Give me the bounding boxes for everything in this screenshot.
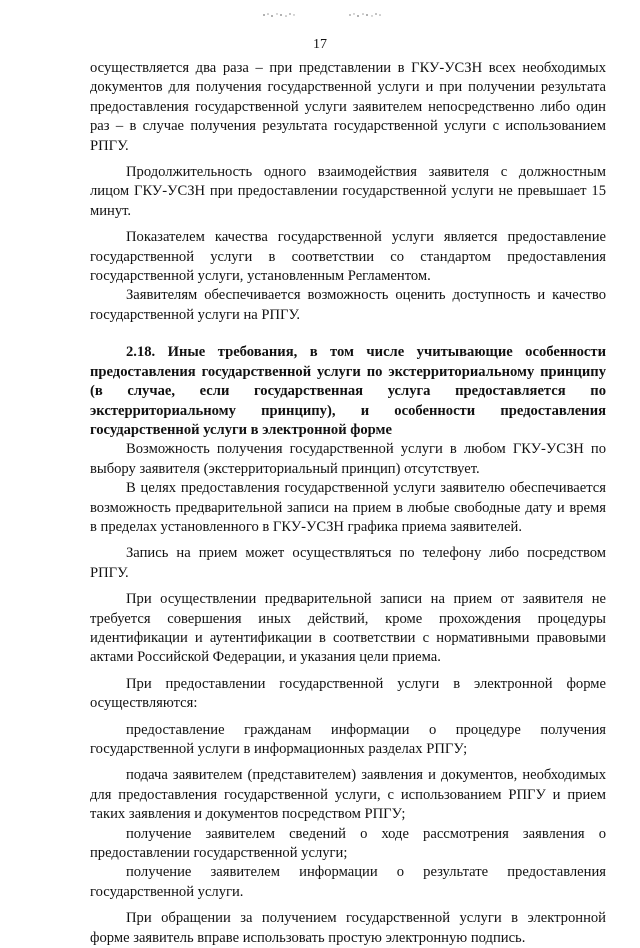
scan-artifact [250, 8, 410, 22]
paragraph: Запись на прием может осуществляться по телефону либо посредством РПГУ. [90, 545, 606, 581]
paragraph: осуществляется два раза – при представлении в ГКУ-УСЗН всех необходимых документов для получения государственной услуги и при получении результата предоставления государственной услуги заявителем непосредственно либо один раз – в случае получения результата государственной услуги с использованием РПГУ. [90, 60, 606, 154]
paragraph: При осуществлении предварительной записи на прием от заявителя не требуется совершения иных действий, кроме прохождения процедуры идентификации и аутентификации в соответствии с нормативными правовыми актами Российской Федерации, и указания цели приема. [90, 591, 606, 666]
list-item: подача заявителем (представителем) заявления и документов, необходимых для предоставления государственной услуги, с использованием РПГУ и прием таких заявления и документов посредством РПГУ; [90, 767, 606, 823]
paragraph: Возможность получения государственной услуги в любом ГКУ-УСЗН по выбору заявителя (экстерриториальный принцип) отсутствует. [90, 441, 606, 477]
list-item: получение заявителем сведений о ходе рассмотрения заявления о предоставлении государственной услуги; [90, 825, 606, 862]
section-heading: 2.18. Иные требования, в том числе учитывающие особенности предоставления государственной услуги по экстерриториальному принципу (в случае, если государственная услуга предоставляется по экстерриториальному принципу), и особенности предоставления государственной услуги в электронной форме [90, 344, 606, 438]
paragraph: При обращении за получением государственной услуги в электронной форме заявитель вправе использовать простую электронную подпись. [90, 910, 606, 946]
document-body [90, 59, 606, 948]
scan-noise-icon [250, 8, 410, 22]
paragraph: В целях предоставления государственной услуги заявителю обеспечивается возможность предварительной записи на прием в любые свободные дату и время в пределах установленного в ГКУ-УСЗН графика приема заявителей. [90, 480, 606, 535]
paragraph: Заявителям обеспечивается возможность оценить доступность и качество государственной услуги на РПГУ. [90, 287, 606, 323]
paragraph: При предоставлении государственной услуги в электронной форме осуществляются: [90, 675, 606, 712]
paragraph: Продолжительность одного взаимодействия заявителя с должностным лицом ГКУ-УСЗН при предоставлении государственной услуги не превышает 15 минут. [90, 164, 606, 219]
list-item: получение заявителем информации о результате предоставления государственной услуги. [90, 864, 606, 900]
page-number: 17 [313, 37, 327, 52]
list-item: предоставление гражданам информации о процедуре получения государственной услуги в информационных разделах РПГУ; [90, 721, 606, 757]
paragraph: Показателем качества государственной услуги является предоставление государственной услуги в соответствии со стандартом предоставления государственной услуги, установленным Регламентом. [90, 229, 606, 285]
